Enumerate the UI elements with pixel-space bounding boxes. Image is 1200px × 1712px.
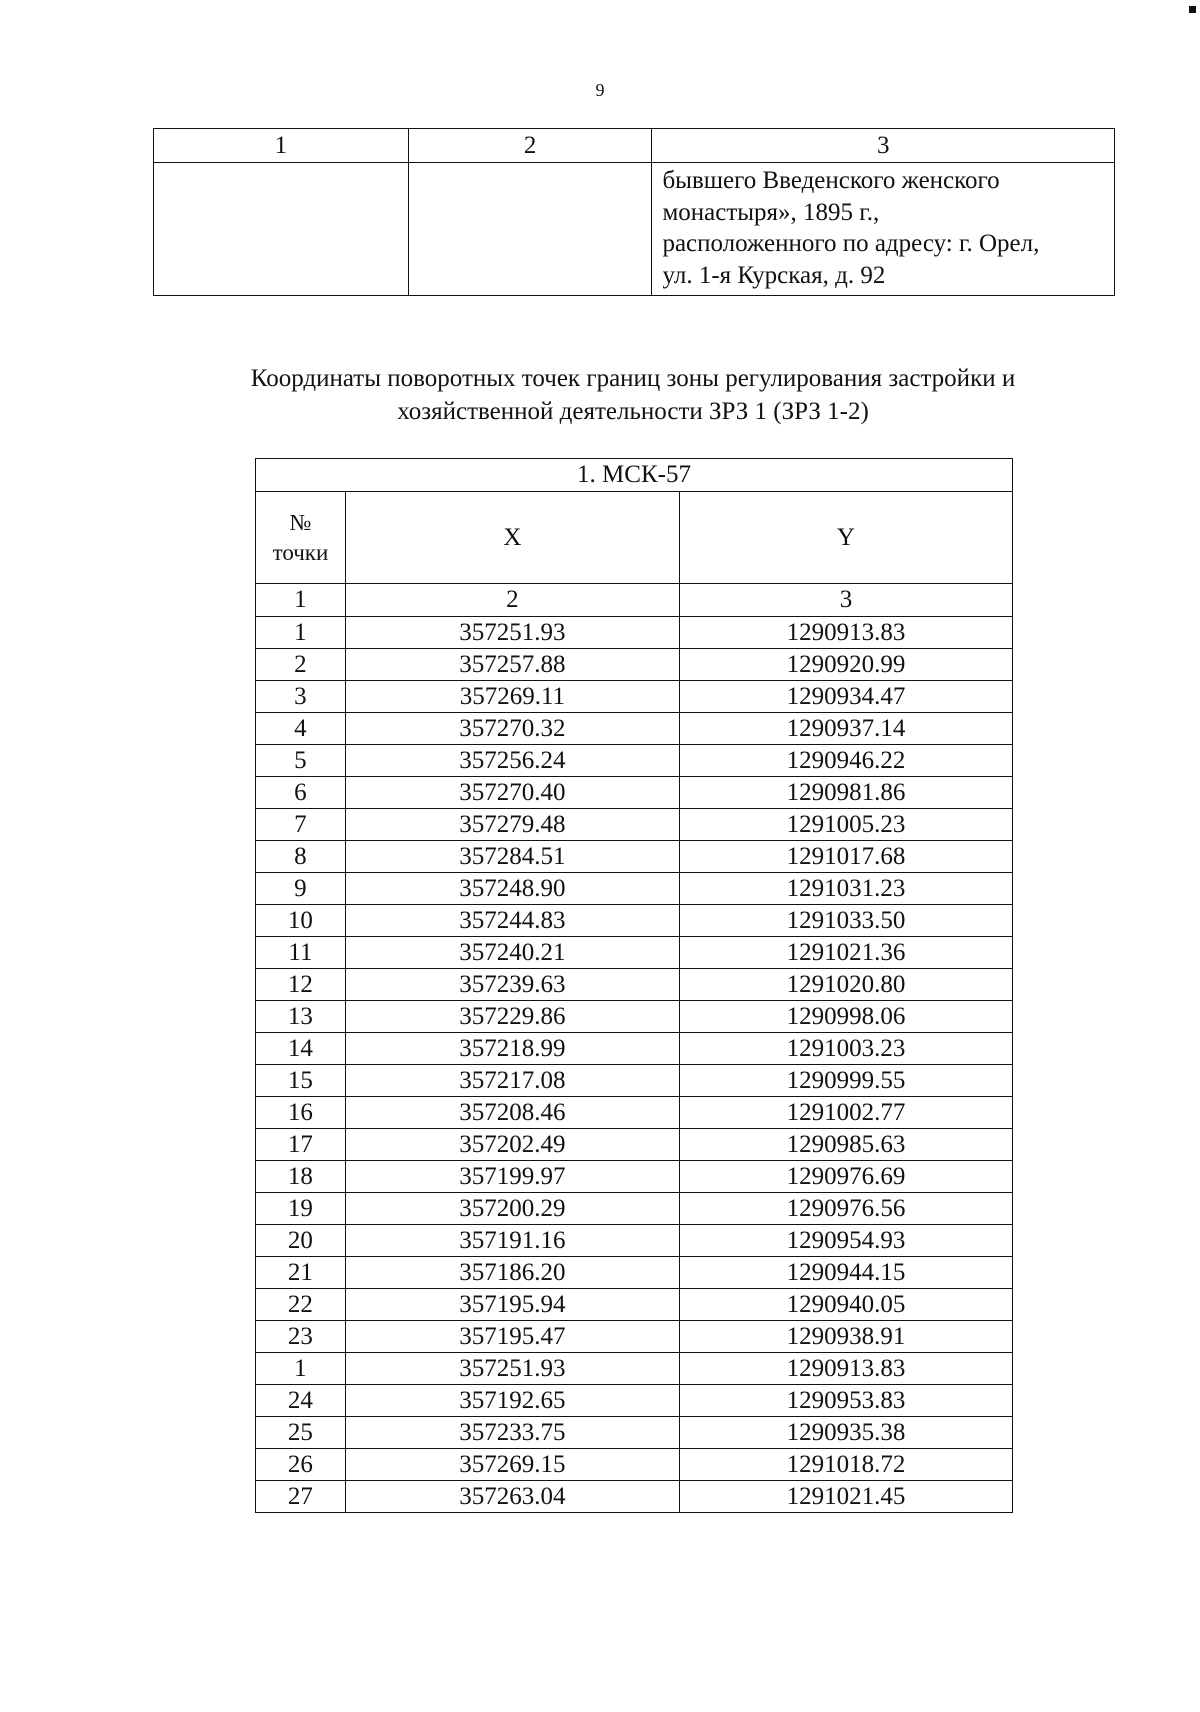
cell-x: 357279.48 — [345, 809, 679, 841]
cell-point-number: 4 — [256, 713, 346, 745]
cell-point-number: 19 — [256, 1193, 346, 1225]
cell-x: 357244.83 — [345, 905, 679, 937]
cell-x: 357284.51 — [345, 841, 679, 873]
cell-point-number: 3 — [256, 681, 346, 713]
table-row — [256, 1353, 1013, 1385]
coordinates-body — [256, 617, 1013, 1513]
cell-y: 1290937.14 — [679, 713, 1012, 745]
cell-y: 1290998.06 — [679, 1001, 1012, 1033]
coordinate-system-label: 1. МСК-57 — [256, 459, 1013, 492]
cell-y: 1290938.91 — [679, 1321, 1012, 1353]
cell-x: 357192.65 — [345, 1385, 679, 1417]
continuation-cell-col1 — [154, 163, 409, 296]
cell-y: 1290940.05 — [679, 1289, 1012, 1321]
table-row — [256, 745, 1013, 777]
continuation-header-col2: 2 — [408, 129, 652, 163]
cell-y: 1291017.68 — [679, 841, 1012, 873]
table-row — [256, 809, 1013, 841]
cell-point-number: 7 — [256, 809, 346, 841]
continuation-text-line: бывшего Введенского женского — [662, 167, 1000, 194]
cell-x: 357270.40 — [345, 777, 679, 809]
continuation-row — [154, 163, 1115, 296]
cell-y: 1290913.83 — [679, 1353, 1012, 1385]
cell-y: 1291031.23 — [679, 873, 1012, 905]
cell-y: 1291020.80 — [679, 969, 1012, 1001]
cell-x: 357202.49 — [345, 1129, 679, 1161]
cell-point-number: 26 — [256, 1449, 346, 1481]
table-row — [256, 1033, 1013, 1065]
cell-y: 1290954.93 — [679, 1225, 1012, 1257]
cell-x: 357269.11 — [345, 681, 679, 713]
table-row — [256, 969, 1013, 1001]
cell-point-number: 27 — [256, 1481, 346, 1513]
section-title — [0, 362, 1200, 428]
cell-point-number: 10 — [256, 905, 346, 937]
continuation-header-col3: 3 — [652, 129, 1115, 163]
page-number: 9 — [595, 80, 605, 100]
header-x: X — [345, 492, 679, 584]
cell-x: 357239.63 — [345, 969, 679, 1001]
cell-point-number: 1 — [256, 1353, 346, 1385]
cell-point-number: 21 — [256, 1257, 346, 1289]
table-row — [256, 1097, 1013, 1129]
table-row — [256, 617, 1013, 649]
cell-y: 1290946.22 — [679, 745, 1012, 777]
table-row — [256, 1385, 1013, 1417]
header-point-number-word: точки — [272, 539, 329, 565]
cell-point-number: 25 — [256, 1417, 346, 1449]
cell-point-number: 2 — [256, 649, 346, 681]
cell-point-number: 24 — [256, 1385, 346, 1417]
scan-corner-mark — [1189, 6, 1196, 13]
continuation-table — [153, 128, 1115, 296]
table-row — [256, 713, 1013, 745]
cell-y: 1291033.50 — [679, 905, 1012, 937]
table-row — [256, 777, 1013, 809]
table-row — [256, 681, 1013, 713]
cell-y: 1291018.72 — [679, 1449, 1012, 1481]
cell-y: 1290920.99 — [679, 649, 1012, 681]
table-row — [256, 1193, 1013, 1225]
cell-point-number: 22 — [256, 1289, 346, 1321]
header-point-number-sign: № — [289, 509, 312, 535]
cell-x: 357240.21 — [345, 937, 679, 969]
cell-y: 1290981.86 — [679, 777, 1012, 809]
cell-point-number: 13 — [256, 1001, 346, 1033]
cell-point-number: 9 — [256, 873, 346, 905]
cell-x: 357251.93 — [345, 1353, 679, 1385]
table-row — [256, 1161, 1013, 1193]
cell-y: 1291005.23 — [679, 809, 1012, 841]
column-number-1: 1 — [256, 584, 346, 617]
cell-x: 357229.86 — [345, 1001, 679, 1033]
cell-y: 1290976.69 — [679, 1161, 1012, 1193]
cell-x: 357263.04 — [345, 1481, 679, 1513]
header-y: Y — [679, 492, 1012, 584]
cell-x: 357195.94 — [345, 1289, 679, 1321]
column-number-3: 3 — [679, 584, 1012, 617]
column-number-row — [256, 584, 1013, 617]
coordinates-table — [255, 458, 1013, 1513]
table-row — [256, 1001, 1013, 1033]
cell-point-number: 17 — [256, 1129, 346, 1161]
cell-y: 1291021.36 — [679, 937, 1012, 969]
cell-y: 1290913.83 — [679, 617, 1012, 649]
cell-point-number: 16 — [256, 1097, 346, 1129]
cell-y: 1290934.47 — [679, 681, 1012, 713]
cell-x: 357200.29 — [345, 1193, 679, 1225]
cell-y: 1290944.15 — [679, 1257, 1012, 1289]
coordinates-header-row — [256, 492, 1013, 584]
cell-point-number: 23 — [256, 1321, 346, 1353]
table-row — [256, 1129, 1013, 1161]
cell-point-number: 14 — [256, 1033, 346, 1065]
continuation-text-line: расположенного по адресу: г. Орел, — [662, 230, 1040, 257]
table-row — [256, 873, 1013, 905]
cell-y: 1290976.56 — [679, 1193, 1012, 1225]
cell-y: 1290985.63 — [679, 1129, 1012, 1161]
cell-y: 1291002.77 — [679, 1097, 1012, 1129]
section-title-line2: хозяйственной деятельности ЗРЗ 1 (ЗРЗ 1-2) — [397, 398, 869, 425]
cell-x: 357270.32 — [345, 713, 679, 745]
cell-x: 357217.08 — [345, 1065, 679, 1097]
cell-x: 357233.75 — [345, 1417, 679, 1449]
cell-point-number: 15 — [256, 1065, 346, 1097]
continuation-text-line: ул. 1-я Курская, д. 92 — [662, 261, 886, 289]
table-row — [256, 649, 1013, 681]
table-row — [256, 841, 1013, 873]
cell-x: 357256.24 — [345, 745, 679, 777]
cell-point-number: 12 — [256, 969, 346, 1001]
cell-y: 1290935.38 — [679, 1417, 1012, 1449]
cell-y: 1291021.45 — [679, 1481, 1012, 1513]
cell-point-number: 1 — [256, 617, 346, 649]
cell-x: 357186.20 — [345, 1257, 679, 1289]
header-point-number — [256, 492, 346, 584]
cell-point-number: 8 — [256, 841, 346, 873]
cell-x: 357251.93 — [345, 617, 679, 649]
section-title-line1: Координаты поворотных точек границ зоны регулирования застройки и — [250, 365, 1016, 392]
cell-x: 357257.88 — [345, 649, 679, 681]
cell-x: 357199.97 — [345, 1161, 679, 1193]
cell-x: 357195.47 — [345, 1321, 679, 1353]
coordinate-system-row — [256, 459, 1013, 492]
cell-x: 357248.90 — [345, 873, 679, 905]
cell-point-number: 18 — [256, 1161, 346, 1193]
continuation-cell-col2 — [408, 163, 652, 296]
table-row — [256, 905, 1013, 937]
cell-y: 1291003.23 — [679, 1033, 1012, 1065]
cell-x: 357191.16 — [345, 1225, 679, 1257]
table-row — [256, 1481, 1013, 1513]
cell-y: 1290953.83 — [679, 1385, 1012, 1417]
continuation-header-col1: 1 — [154, 129, 409, 163]
cell-point-number: 11 — [256, 937, 346, 969]
cell-y: 1290999.55 — [679, 1065, 1012, 1097]
continuation-header-row — [154, 129, 1115, 163]
table-row — [256, 1225, 1013, 1257]
cell-point-number: 20 — [256, 1225, 346, 1257]
cell-x: 357208.46 — [345, 1097, 679, 1129]
cell-point-number: 6 — [256, 777, 346, 809]
table-row — [256, 1417, 1013, 1449]
cell-x: 357218.99 — [345, 1033, 679, 1065]
table-row — [256, 1289, 1013, 1321]
continuation-text-line: монастыря», 1895 г., — [662, 198, 880, 226]
continuation-cell-col3 — [652, 163, 1115, 296]
table-row — [256, 1065, 1013, 1097]
cell-point-number: 5 — [256, 745, 346, 777]
column-number-2: 2 — [345, 584, 679, 617]
table-row — [256, 937, 1013, 969]
cell-x: 357269.15 — [345, 1449, 679, 1481]
table-row — [256, 1321, 1013, 1353]
table-row — [256, 1257, 1013, 1289]
table-row — [256, 1449, 1013, 1481]
